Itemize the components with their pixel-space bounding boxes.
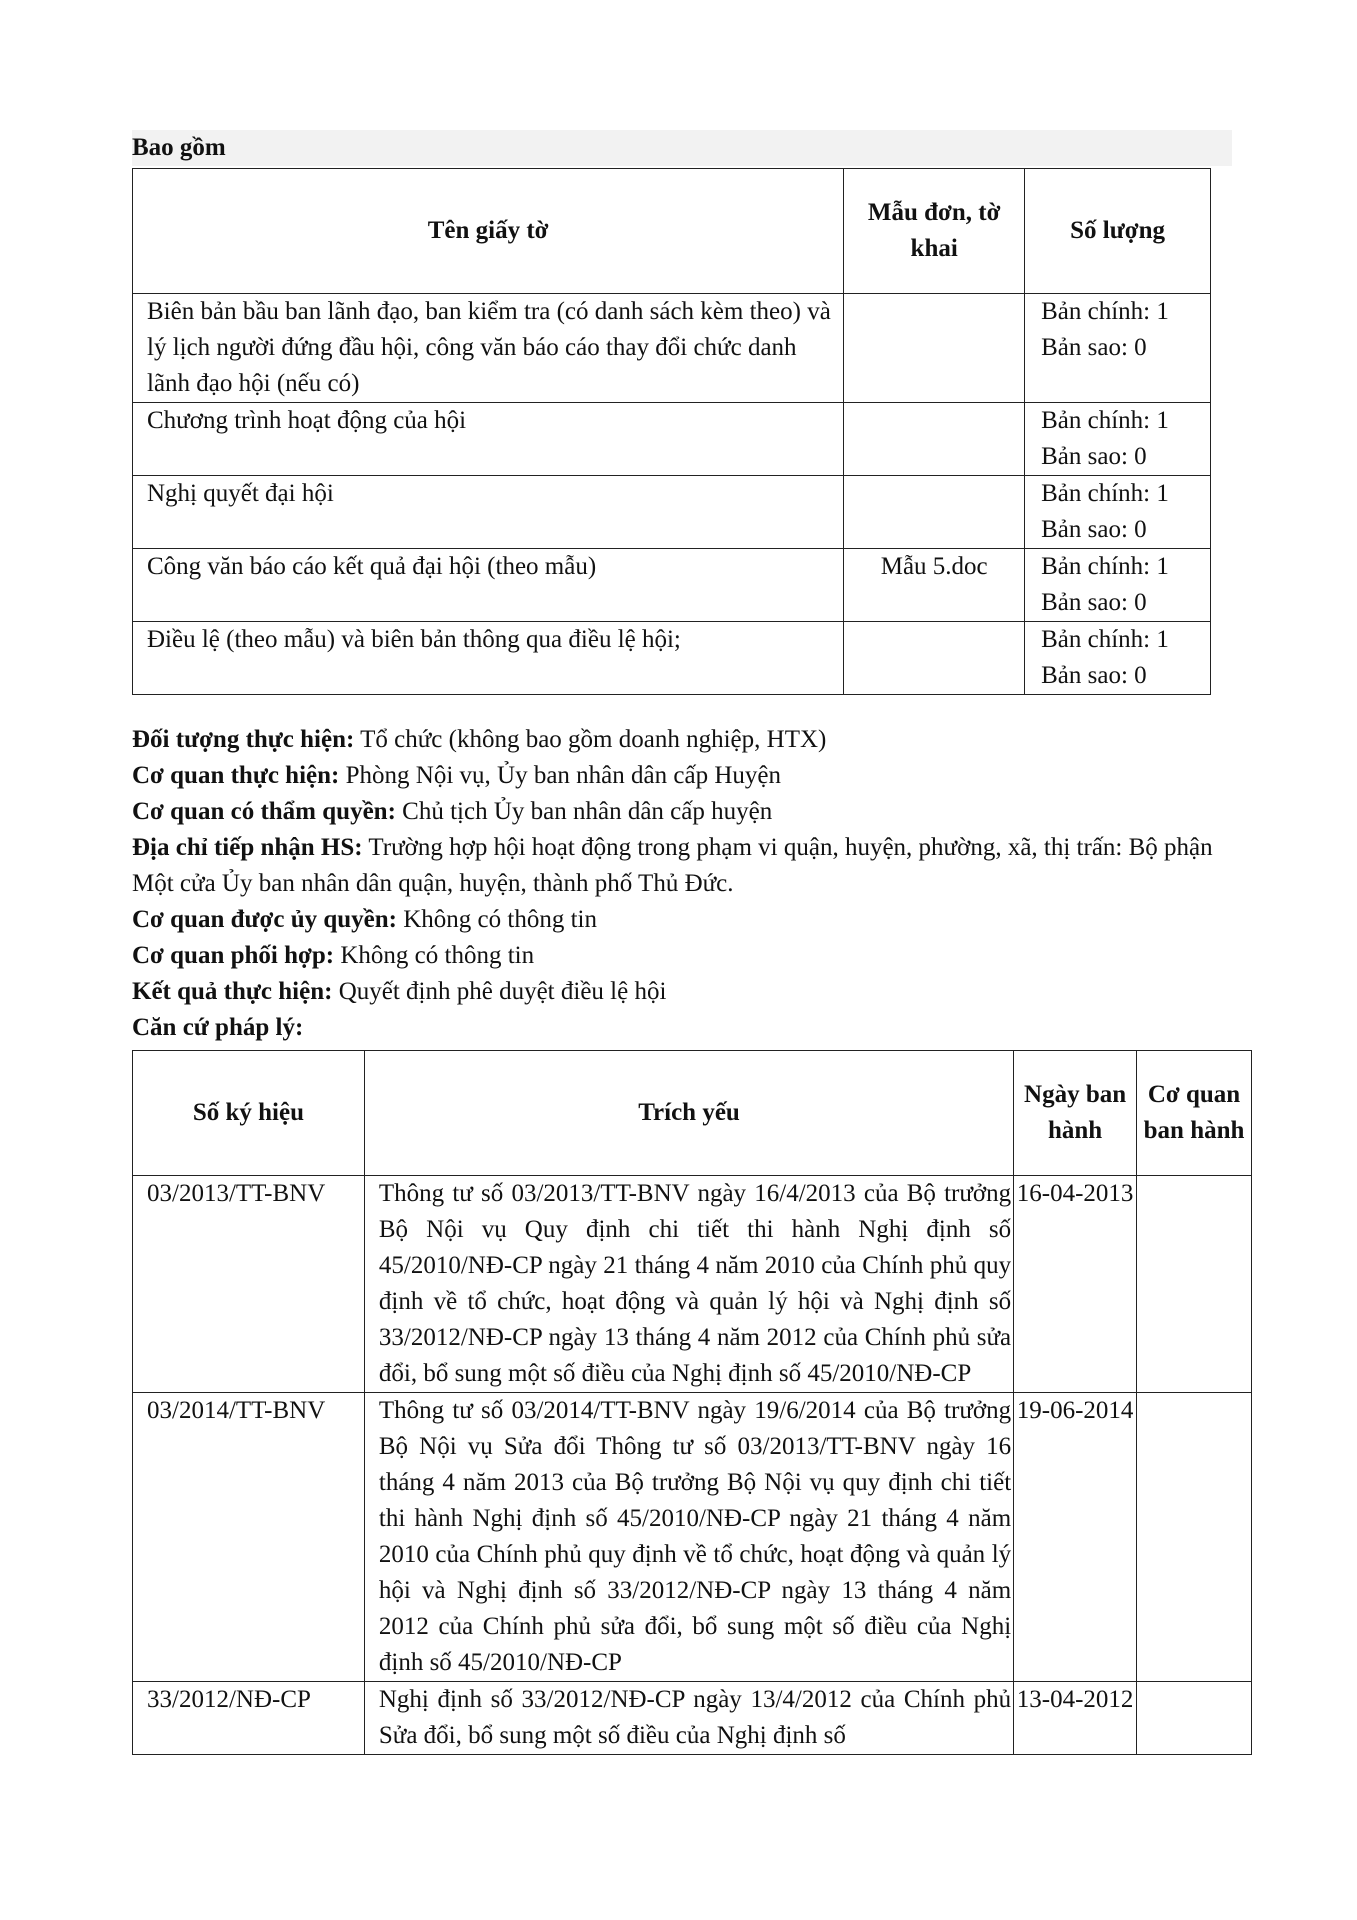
issue-date: 16-04-2013 [1014, 1176, 1137, 1393]
document-quantity [1025, 403, 1211, 476]
table-row [133, 1682, 1252, 1755]
info-line [132, 974, 1252, 1010]
issuing-agency [1137, 1393, 1252, 1682]
info-value: Không có thông tin [397, 906, 597, 933]
table-row [133, 1176, 1252, 1393]
header-issuing-agency: Cơ quan ban hành [1137, 1051, 1252, 1176]
info-line [132, 938, 1252, 974]
header-form: Mẫu đơn, tờ khai [844, 169, 1025, 294]
document-name: Công văn báo cáo kết quả đại hội (theo mẫu) [133, 549, 844, 622]
document-code: 03/2013/TT-BNV [133, 1176, 365, 1393]
legal-basis-table [132, 1050, 1252, 1755]
procedure-info [132, 722, 1252, 1046]
documents-table-header [133, 169, 1211, 294]
table-row [133, 622, 1211, 695]
info-label: Địa chỉ tiếp nhận HS: [132, 834, 363, 861]
table-row [133, 403, 1211, 476]
documents-table [132, 168, 1211, 695]
document-name: Nghị quyết đại hội [133, 476, 844, 549]
info-label: Cơ quan có thẩm quyền: [132, 798, 396, 825]
copy-count: Bản sao: 0 [1041, 589, 1147, 616]
document-summary: Thông tư số 03/2013/TT-BNV ngày 16/4/2013 của Bộ trưởng Bộ Nội vụ Quy định chi tiết thi hành Nghị định số 45/2010/NĐ-CP ngày 21 tháng 4 năm 2010 của Chính phủ quy định về tổ chức, hoạt động và quản lý hội và Nghị định số 33/2012/NĐ-CP ngày 13 tháng 4 năm 2012 của Chính phủ sửa đổi, bổ sung một số điều của Nghị định số 45/2010/NĐ-CP [364, 1176, 1013, 1393]
copy-count: Bản sao: 0 [1041, 443, 1147, 470]
section-title: Bao gồm [132, 130, 1232, 166]
document-summary: Nghị định số 33/2012/NĐ-CP ngày 13/4/2012 của Chính phủ Sửa đổi, bổ sung một số điều của Nghị định số [364, 1682, 1013, 1755]
table-row [133, 549, 1211, 622]
info-label: Cơ quan được ủy quyền: [132, 906, 397, 933]
info-line [132, 1010, 1252, 1046]
original-count: Bản chính: 1 [1041, 480, 1169, 507]
original-count: Bản chính: 1 [1041, 298, 1169, 325]
document-quantity [1025, 549, 1211, 622]
info-label: Cơ quan thực hiện: [132, 762, 340, 789]
info-label: Đối tượng thực hiện: [132, 726, 355, 753]
issue-date: 19-06-2014 [1014, 1393, 1137, 1682]
table-row [133, 476, 1211, 549]
info-label: Cơ quan phối hợp: [132, 942, 335, 969]
table-row [133, 1393, 1252, 1682]
header-quantity: Số lượng [1025, 169, 1211, 294]
document-form [844, 403, 1025, 476]
original-count: Bản chính: 1 [1041, 626, 1169, 653]
issuing-agency [1137, 1176, 1252, 1393]
info-value: Quyết định phê duyệt điều lệ hội [332, 978, 667, 1005]
table-row [133, 294, 1211, 403]
header-summary: Trích yếu [364, 1051, 1013, 1176]
document-name: Biên bản bầu ban lãnh đạo, ban kiểm tra (có danh sách kèm theo) và lý lịch người đứng đầu hội, công văn báo cáo thay đổi chức danh lãnh đạo hội (nếu có) [133, 294, 844, 403]
document-form [844, 294, 1025, 403]
info-line [132, 830, 1252, 902]
info-label: Căn cứ pháp lý: [132, 1014, 304, 1041]
document-form [844, 622, 1025, 695]
header-code: Số ký hiệu [133, 1051, 365, 1176]
info-value: Tổ chức (không bao gồm doanh nghiệp, HTX) [354, 726, 827, 753]
original-count: Bản chính: 1 [1041, 407, 1169, 434]
info-line [132, 902, 1252, 938]
info-value: Phòng Nội vụ, Ủy ban nhân dân cấp Huyện [339, 762, 781, 789]
document-summary: Thông tư số 03/2014/TT-BNV ngày 19/6/2014 của Bộ trưởng Bộ Nội vụ Sửa đổi Thông tư số 03/2013/TT-BNV ngày 16 tháng 4 năm 2013 của Bộ trưởng Bộ Nội vụ quy định chi tiết thi hành Nghị định số 45/2010/NĐ-CP ngày 21 tháng 4 năm 2010 của Chính phủ quy định về tổ chức, hoạt động và quản lý hội và Nghị định số 33/2012/NĐ-CP ngày 13 tháng 4 năm 2012 của Chính phủ sửa đổi, bổ sung một số điều của Nghị định số 45/2010/NĐ-CP [364, 1393, 1013, 1682]
document-name: Điều lệ (theo mẫu) và biên bản thông qua điều lệ hội; [133, 622, 844, 695]
header-issue-date: Ngày ban hành [1014, 1051, 1137, 1176]
original-count: Bản chính: 1 [1041, 553, 1169, 580]
copy-count: Bản sao: 0 [1041, 516, 1147, 543]
document-code: 33/2012/NĐ-CP [133, 1682, 365, 1755]
document-quantity [1025, 476, 1211, 549]
document-code: 03/2014/TT-BNV [133, 1393, 365, 1682]
info-line [132, 758, 1252, 794]
info-line [132, 722, 1252, 758]
info-label: Kết quả thực hiện: [132, 978, 333, 1005]
legal-table-header [133, 1051, 1252, 1176]
issue-date: 13-04-2012 [1014, 1682, 1137, 1755]
document-quantity [1025, 294, 1211, 403]
document-form: Mẫu 5.doc [844, 549, 1025, 622]
document-name: Chương trình hoạt động của hội [133, 403, 844, 476]
copy-count: Bản sao: 0 [1041, 662, 1147, 689]
document-quantity [1025, 622, 1211, 695]
info-line [132, 794, 1252, 830]
header-document-name: Tên giấy tờ [133, 169, 844, 294]
info-value: Trường hợp hội hoạt động trong phạm vi quận, huyện, phường, xã, thị trấn: Bộ phận Một cửa Ủy ban nhân dân quận, huyện, thành phố Thủ Đức. [132, 834, 1213, 897]
issuing-agency [1137, 1682, 1252, 1755]
info-value: Chủ tịch Ủy ban nhân dân cấp huyện [395, 798, 773, 825]
info-value: Không có thông tin [334, 942, 535, 969]
document-form [844, 476, 1025, 549]
copy-count: Bản sao: 0 [1041, 334, 1147, 361]
